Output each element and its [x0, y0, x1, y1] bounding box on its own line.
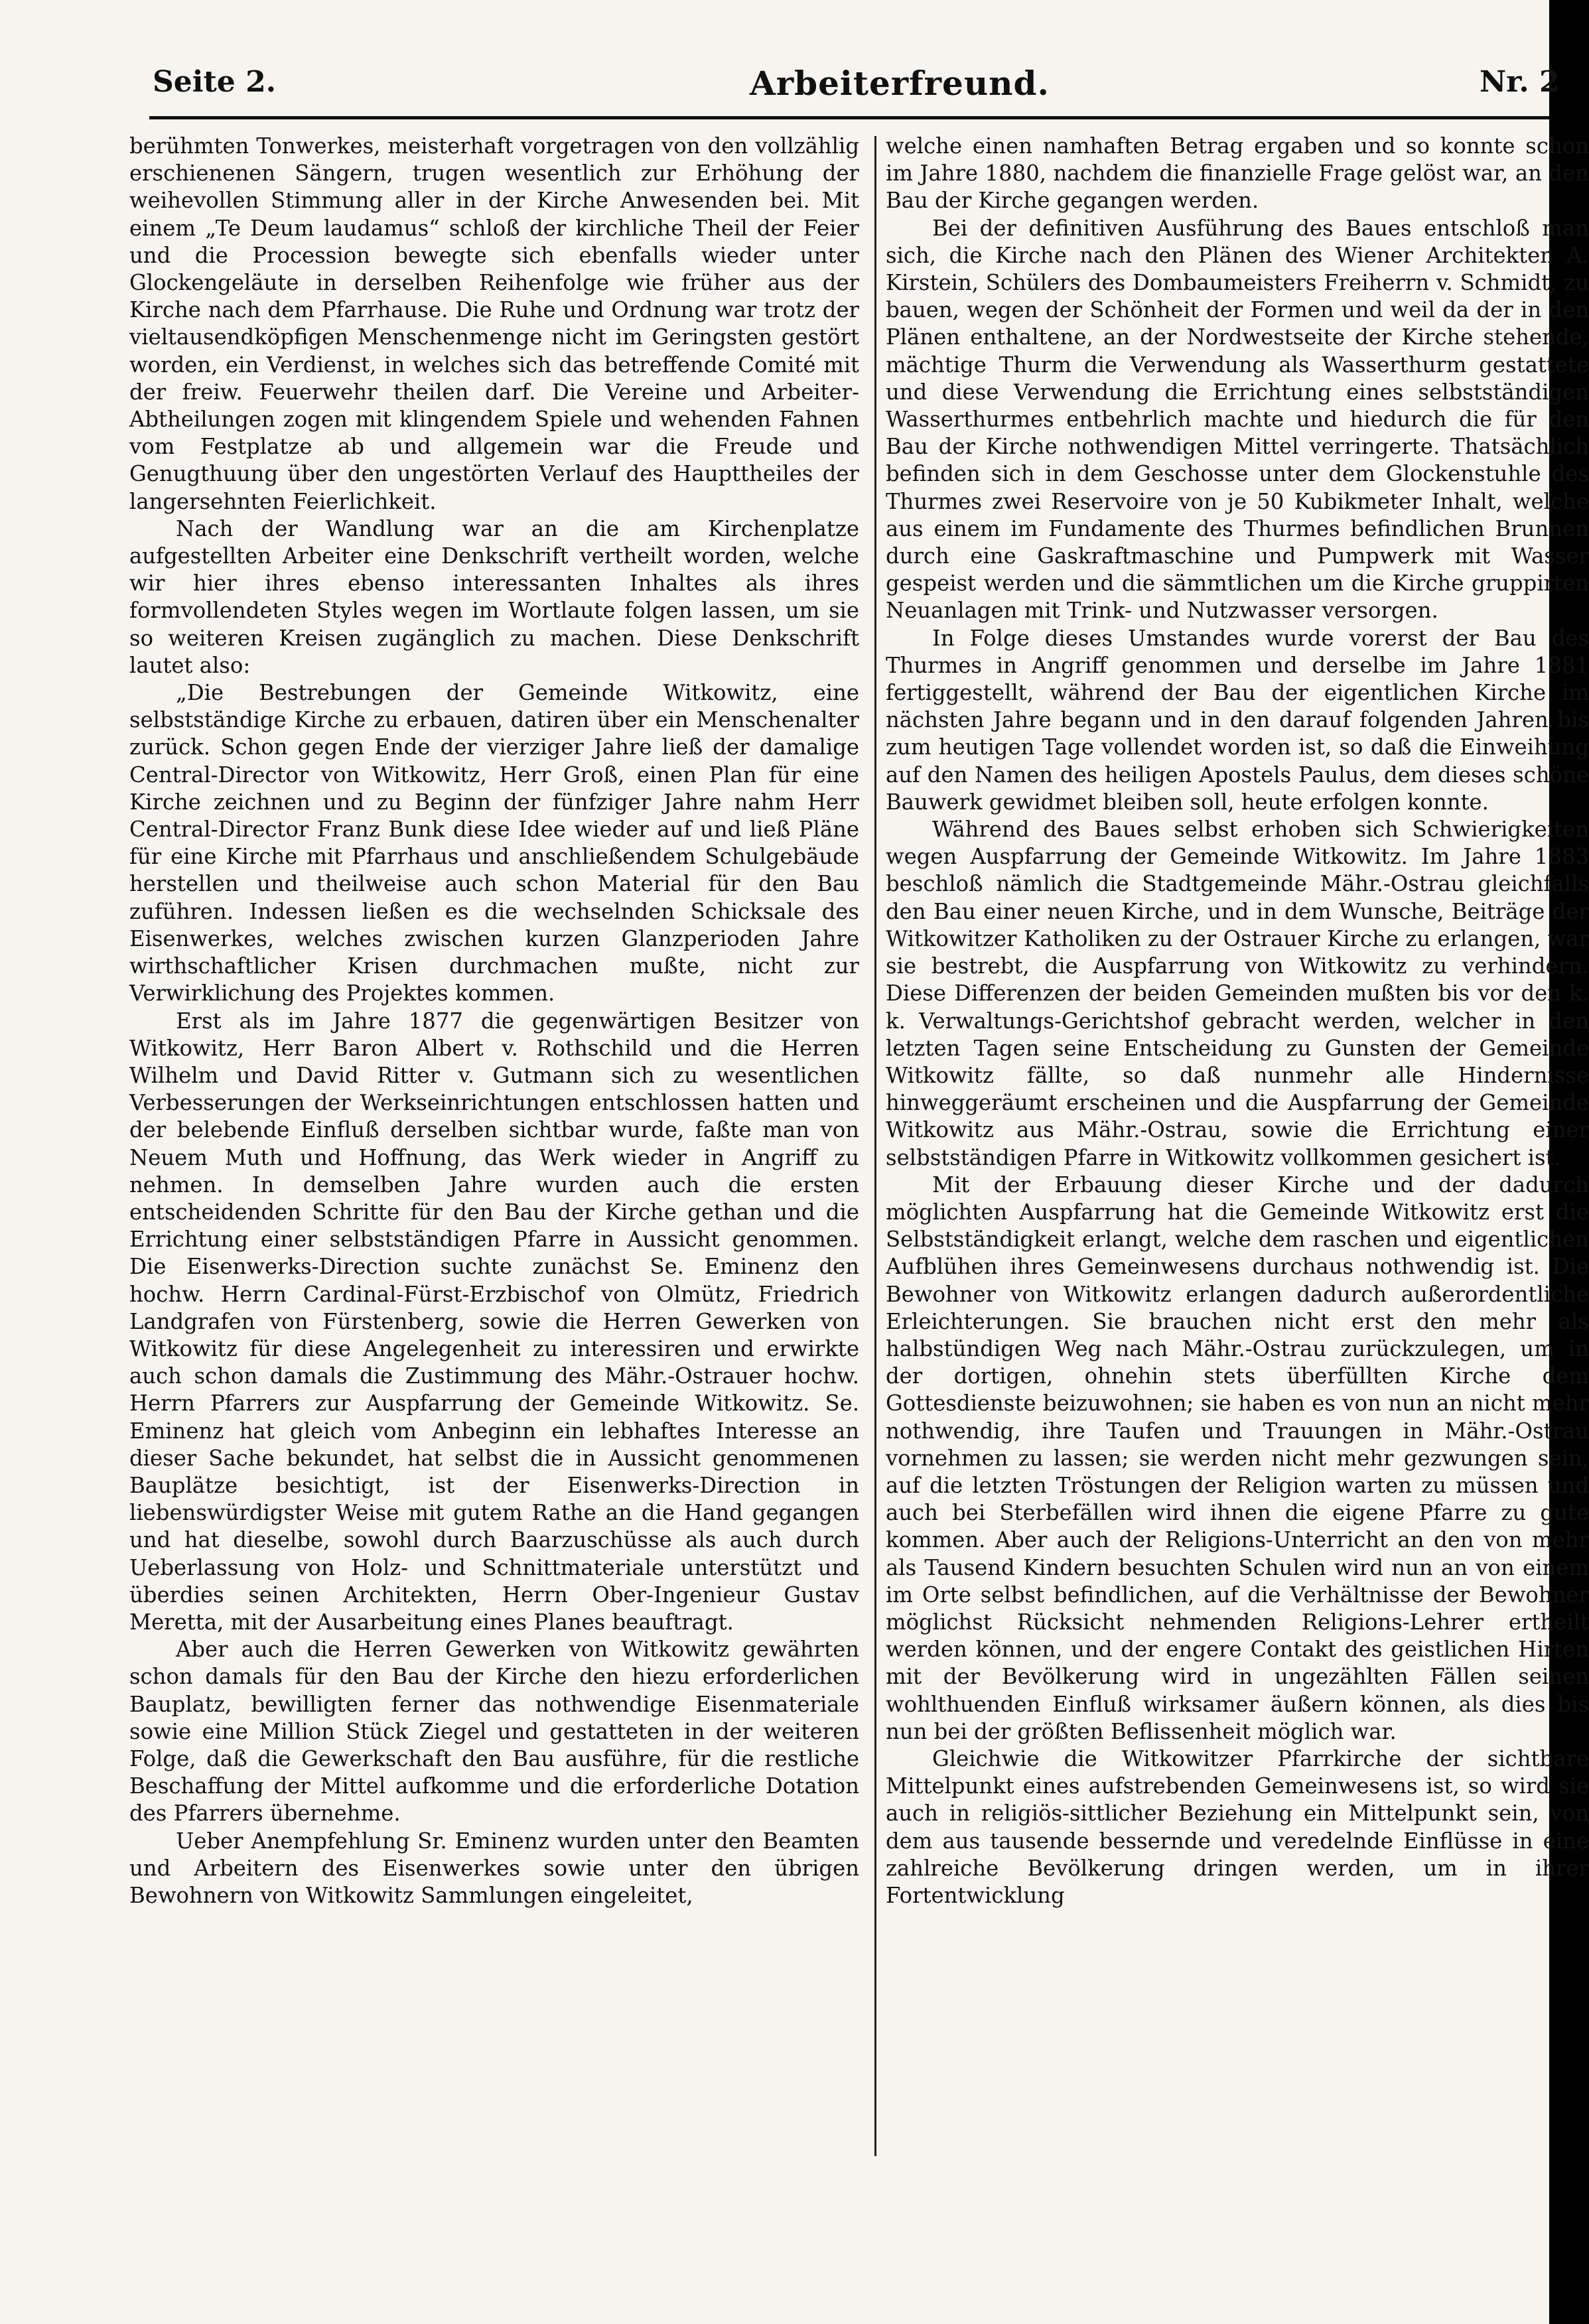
left-column: [129, 133, 859, 1909]
issue-number: Nr. 2: [1480, 65, 1560, 99]
paragraph: In Folge dieses Umstandes wurde vorerst der Bau des Thurmes in Angriff genommen und derselbe im Jahre 1881 fertiggestellt, während der Bau der eigentlichen Kirche im nächsten Jahre begann und in den darauf folgenden Jahren bis zum heutigen Tage vollendet worden ist, so daß die Einweihung auf den Namen des heiligen Apostels Paulus, dem dieses schöne Bauwerk gewidmet bleiben soll, heute erfolgen konnte.: [886, 625, 1589, 815]
page-header: [153, 60, 1560, 106]
paragraph: Bei der definitiven Ausführung des Baues entschloß man sich, die Kirche nach den Plänen des Wiener Architekten A. Kirstein, Schülers des Dombaumeisters Freiherrn v. Schmidt, zu bauen, wegen der Schönheit der Formen und weil da der in den Plänen enthaltene, an der Nordwestseite der Kirche stehende, mächtige Thurm die Verwendung als Wasserthurm gestattete und diese Verwendung die Errichtung eines selbstständigen Wasserthurmes entbehrlich machte und hiedurch die für den Bau der Kirche nothwendigen Mittel verringerte. Thatsächlich befinden sich in dem Geschosse unter dem Glockenstuhle des Thurmes zwei Reservoire von je 50 Kubikmeter Inhalt, welche aus einem im Fundamente des Thurmes befindlichen Brunnen durch eine Gaskraftmaschine und Pumpwerk mit Wasser gespeist werden und die sämmtlichen um die Kirche gruppirten Neuanlagen mit Trink- und Nutzwasser versorgen.: [886, 215, 1589, 624]
paragraph: berühmten Tonwerkes, meisterhaft vorgetragen von den vollzählig erschienenen Sängern, trugen wesentlich zur Erhöhung der weihevollen Stimmung aller in der Kirche Anwesenden bei. Mit einem „Te Deum laudamus“ schloß der kirchliche Theil der Feier und die Procession bewegte sich ebenfalls wieder unter Glockengeläute in derselben Reihenfolge wie früher aus der Kirche nach dem Pfarrhause. Die Ruhe und Ordnung war trotz der vieltausendköpfigen Menschenmenge nicht im Geringsten gestört worden, ein Verdienst, in welches sich das betreffende Comité mit der freiw. Feuerwehr theilen darf. Die Vereine und Arbeiter-Abtheilungen zogen mit klingendem Spiele und wehenden Fahnen vom Festplatze ab und allgemein war die Freude und Genugthuung über den ungestörten Verlauf des Haupttheiles der langersehnten Feierlichkeit.: [129, 133, 859, 514]
paragraph: Erst als im Jahre 1877 die gegenwärtigen Besitzer von Witkowitz, Herr Baron Albert v. Rothschild und die Herren Wilhelm und David Ritter v. Gutmann sich zu wesentlichen Verbesserungen der Werkseinrichtungen entschlossen hatten und der belebende Einfluß derselben sichtbar wurde, faßte man von Neuem Muth und Hoffnung, das Werk wieder in Angriff zu nehmen. In demselben Jahre wurden auch die ersten entscheidenden Schritte für den Bau der Kirche gethan und die Errichtung einer selbstständigen Pfarre in Aussicht genommen. Die Eisenwerks-Direction suchte zunächst Se. Eminenz den hochw. Herrn Cardinal-Fürst-Erzbischof von Olmütz, Friedrich Landgrafen von Fürstenberg, sowie die Herren Gewerken von Witkowitz für diese Angelegenheit zu interessiren und erwirkte auch schon damals die Zustimmung des Mähr.-Ostrauer hochw. Herrn Pfarrers zur Auspfarrung der Gemeinde Witkowitz. Se. Eminenz hat gleich vom Anbeginn ein lebhaftes Interesse an dieser Sache bekundet, hat selbst die in Aussicht genommenen Bauplätze besichtigt, ist der Eisenwerks-Direction in liebenswürdigster Weise mit gutem Rathe an die Hand gegangen und hat dieselbe, sowohl durch Baarzuschüsse als auch durch Ueberlassung von Holz- und Schnittmateriale unterstützt und überdies seinen Architekten, Herrn Ober-Ingenieur Gustav Meretta, mit der Ausarbeitung eines Planes beauftragt.: [129, 1008, 859, 1635]
paragraph: welche einen namhaften Betrag ergaben und so konnte schon im Jahre 1880, nachdem die finanzielle Frage gelöst war, an den Bau der Kirche gegangen werden.: [886, 133, 1589, 214]
paragraph: Während des Baues selbst erhoben sich Schwierigkeiten wegen Auspfarrung der Gemeinde Witkowitz. Im Jahre 1883 beschloß nämlich die Stadtgemeinde Mähr.-Ostrau gleichfalls den Bau einer neuen Kirche, und in dem Wunsche, Beiträge der Witkowitzer Katholiken zu der Ostrauer Kirche zu erlangen, war sie bestrebt, die Auspfarrung von Witkowitz zu verhindern. Diese Differenzen der beiden Gemeinden mußten bis vor den k. k. Verwaltungs-Gerichtshof gebracht werden, welcher in den letzten Tagen seine Entscheidung zu Gunsten der Gemeinde Witkowitz fällte, so daß nunmehr alle Hindernisse hinweggeräumt erscheinen und die Auspfarrung der Gemeinde Witkowitz aus Mähr.-Ostrau, sowie die Errichtung einer selbstständigen Pfarre in Witkowitz vollkommen gesichert ist.: [886, 817, 1589, 1170]
paragraph: Ueber Anempfehlung Sr. Eminenz wurden unter den Beamten und Arbeitern des Eisenwerkes sowie unter den übrigen Bewohnern von Witkowitz Sammlungen eingeleitet,: [129, 1828, 859, 1908]
paragraph: Gleichwie die Witkowitzer Pfarrkirche der sichtbare Mittelpunkt eines aufstrebenden Gemeinwesens ist, so wird sie auch in religiös-sittlicher Beziehung ein Mittelpunkt sein, von dem aus tausende bessernde und veredelnde Einflüsse in eine zahlreiche Bevölkerung dringen werden, um in ihrer Fortentwicklung: [886, 1745, 1589, 1908]
paragraph: Nach der Wandlung war an die am Kirchenplatze aufgestellten Arbeiter eine Denkschrift vertheilt worden, welche wir hier ihres ebenso interessanten Inhaltes als ihres formvollendeten Styles wegen im Wortlaute folgen lassen, um sie so weiteren Kreisen zugänglich zu machen. Diese Denkschrift lautet also:: [129, 515, 859, 678]
column-divider: [874, 136, 876, 2156]
paragraph: Mit der Erbauung dieser Kirche und der dadurch möglichten Auspfarrung hat die Gemeinde Witkowitz erst die Selbstständigkeit erlangt, welche dem raschen und eigentlichen Aufblühen ihres Gemeinwesens durchaus nothwendig ist. Die Bewohner von Witkowitz erlangen dadurch außerordentliche Erleichterungen. Sie brauchen nicht erst den mehr als halbstündigen Weg nach Mähr.-Ostrau zurückzulegen, um in der dortigen, ohnehin stets überfüllten Kirche dem Gottesdienste beizuwohnen; sie haben es von nun an nicht mehr nothwendig, ihre Taufen und Trauungen in Mähr.-Ostrau vornehmen zu lassen; sie werden nicht mehr gezwungen sein, auf die letzten Tröstungen der Religion warten zu müssen und auch bei Sterbefällen wird ihnen die eigene Pfarre zu gute kommen. Aber auch der Religions-Unterricht an den von mehr als Tausend Kindern besuchten Schulen wird nun an von einem im Orte selbst befindlichen, auf die Verhältnisse der Bewohner möglichst Rücksicht nehmenden Religions-Lehrer ertheilt werden können, und der engere Contakt des geistlichen Hirten mit der Bevölkerung wird in ungezählten Fällen seinen wohlthuenden Einfluß wirksamer äußern können, als dies bis nun bei der größten Beflissenheit möglich war.: [886, 1172, 1589, 1744]
paragraph: „Die Bestrebungen der Gemeinde Witkowitz, eine selbstständige Kirche zu erbauen, datiren über ein Menschenalter zurück. Schon gegen Ende der vierziger Jahre ließ der damalige Central-Director von Witkowitz, Herr Groß, einen Plan für eine Kirche zeichnen und zu Beginn der fünfziger Jahre nahm Herr Central-Director Franz Bunk diese Idee wieder auf und ließ Pläne für eine Kirche mit Pfarrhaus und anschließendem Schulgebäude herstellen und theilweise auch schon Material für den Bau zuführen. Indessen ließen es die wechselnden Schicksale des Eisenwerkes, welches zwischen kurzen Glanzperioden Jahre wirthschaftlicher Krisen durchmachen mußte, nicht zur Verwirklichung des Projektes kommen.: [129, 680, 859, 1006]
header-rule: [149, 116, 1549, 119]
newspaper-title: Arbeiterfreund.: [750, 64, 1050, 103]
right-column: [886, 133, 1589, 1909]
page-number: Seite 2.: [153, 65, 277, 99]
paragraph: Aber auch die Herren Gewerken von Witkowitz gewährten schon damals für den Bau der Kirche den hiezu erforderlichen Bauplatz, bewilligten ferner das nothwendige Eisenmateriale sowie eine Million Stück Ziegel und gestatteten in der weiteren Folge, daß die Gewerkschaft den Bau ausführe, für die restliche Beschaffung der Mittel aufkomme und die erforderliche Dotation des Pfarrers übernehme.: [129, 1637, 859, 1826]
